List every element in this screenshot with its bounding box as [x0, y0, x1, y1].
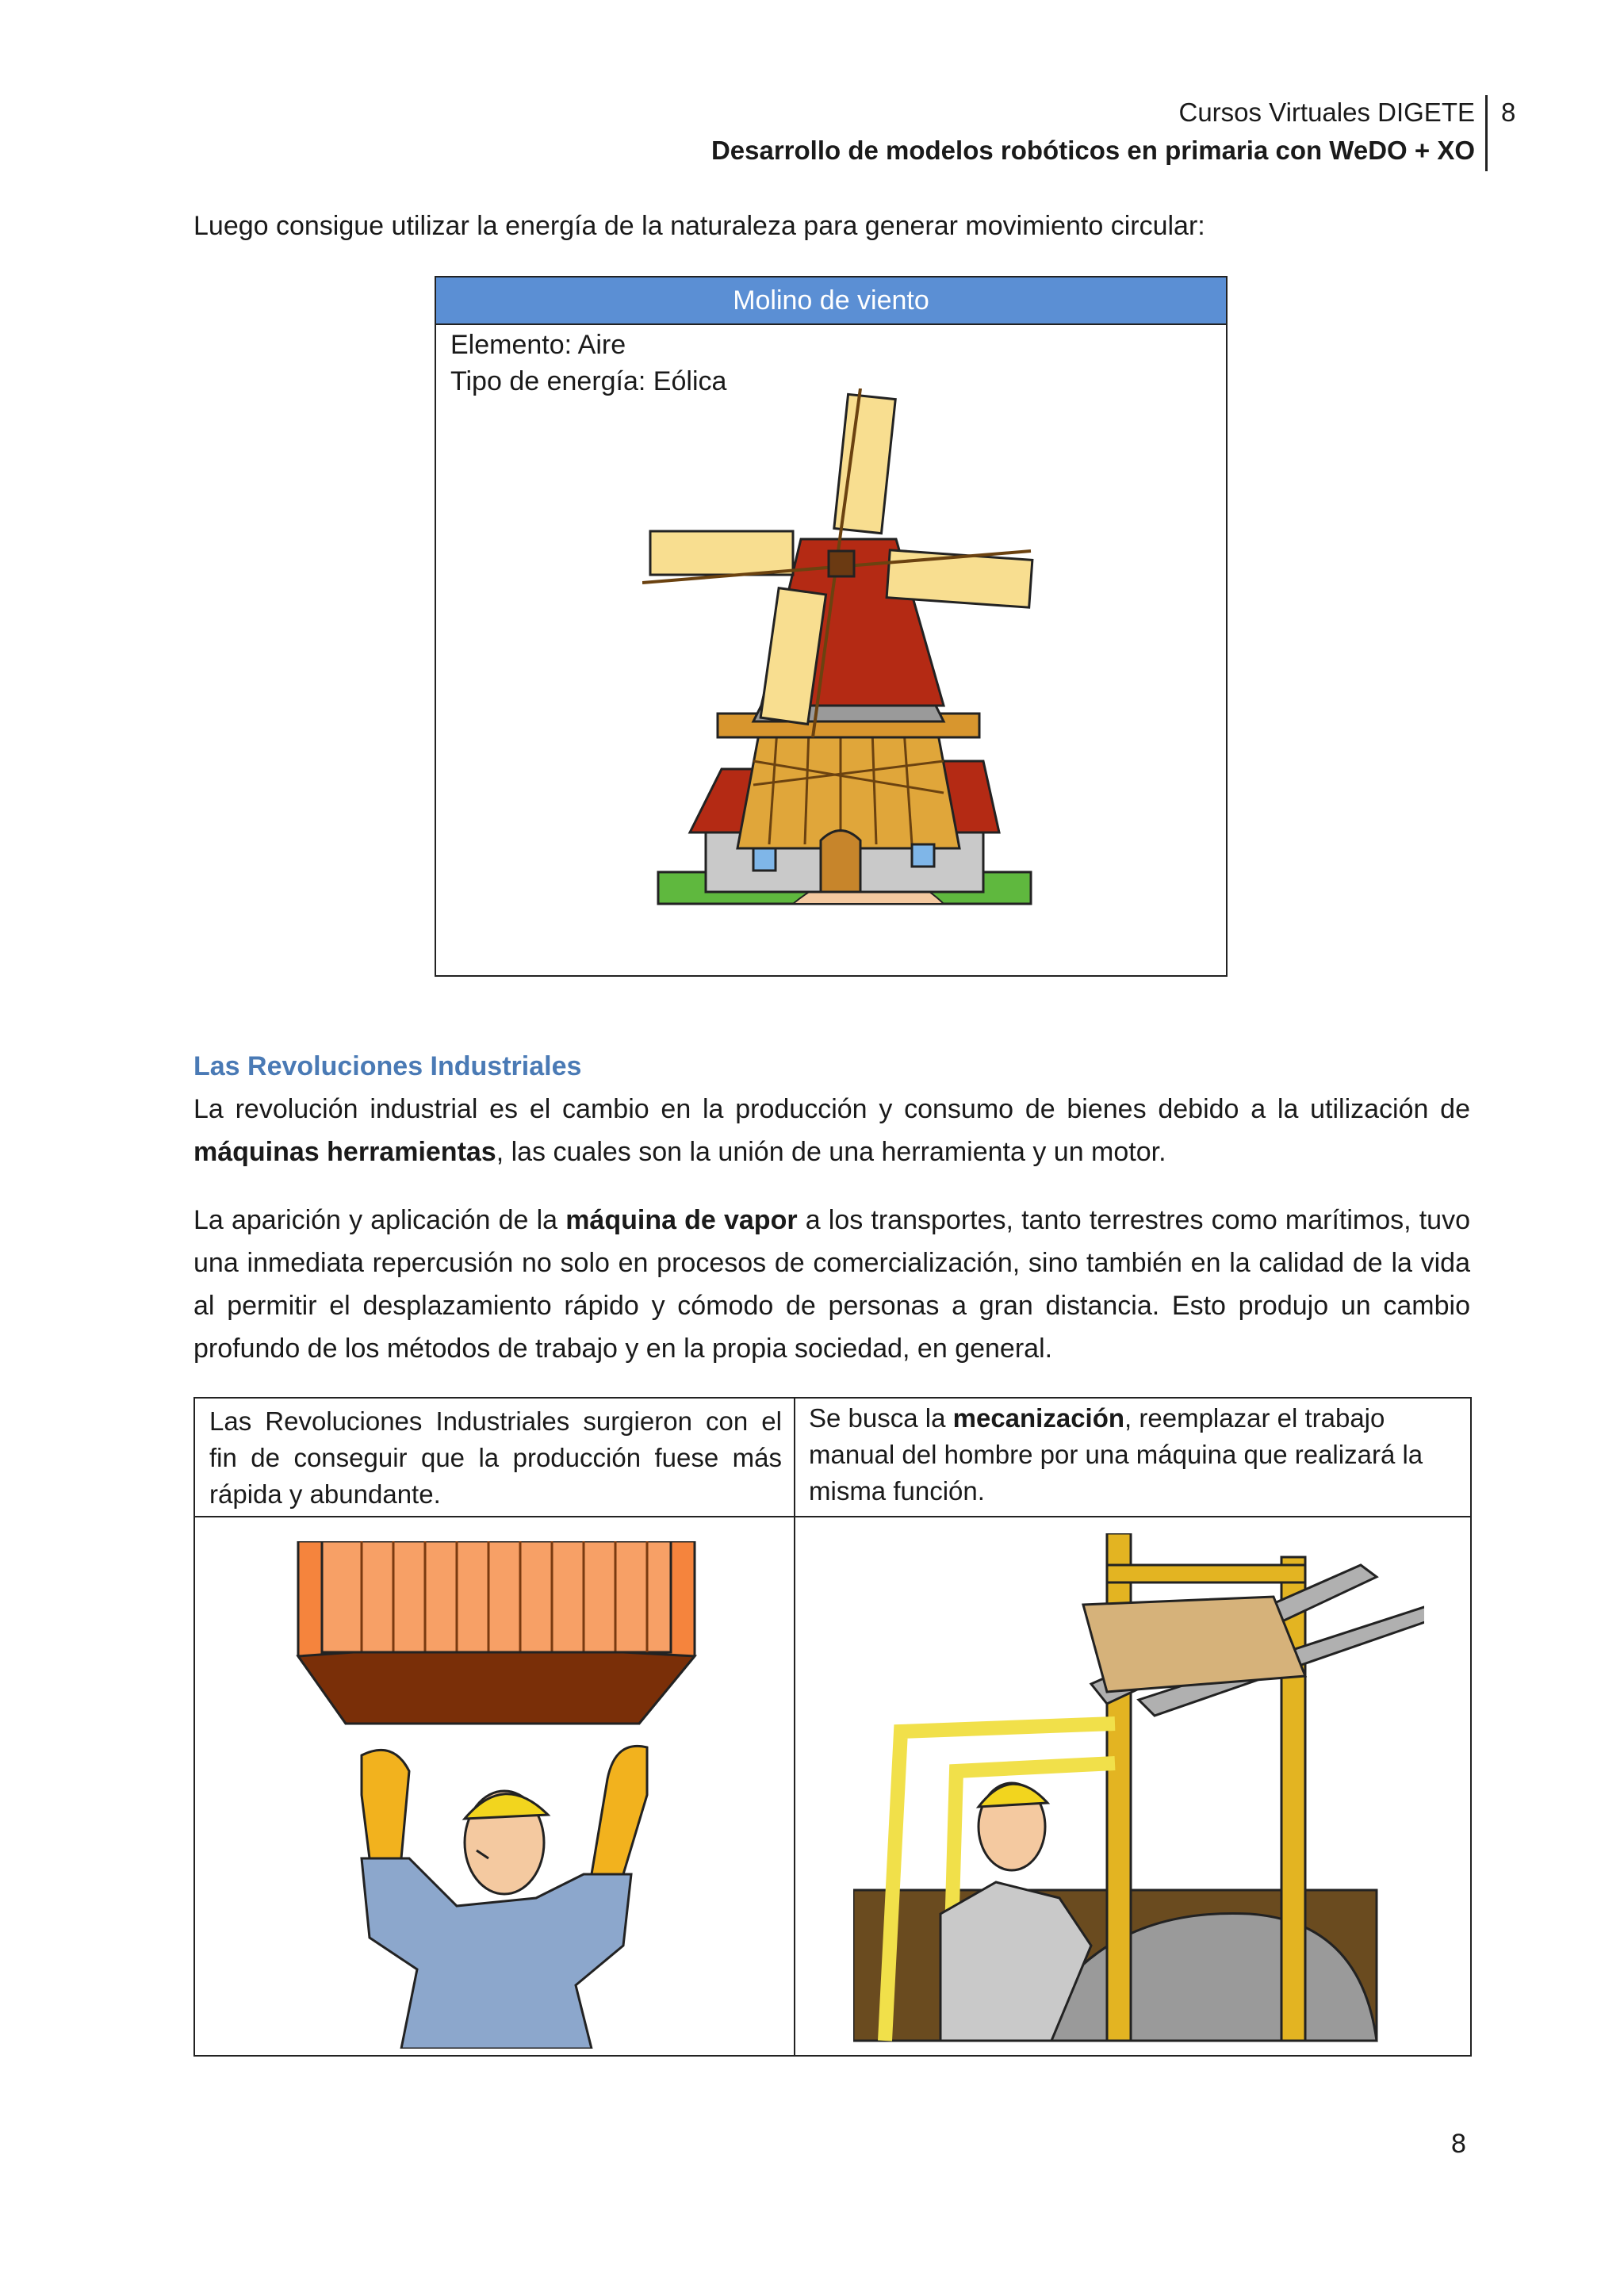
table-row-divider	[195, 1516, 1470, 1517]
intro-paragraph: Luego consigue utilizar la energía de la naturaleza para generar movimiento circular:	[193, 211, 1205, 241]
header-page-number: 8	[1501, 98, 1516, 127]
page-header	[444, 94, 1475, 170]
paragraph-2-bold: máquina de vapor	[565, 1205, 798, 1235]
windmill-element: Elemento: Aire	[450, 330, 626, 360]
paragraph-2-text-start: La aparición y aplicación de la	[193, 1205, 566, 1235]
paragraph-1	[193, 1088, 1470, 1173]
worker-lifting-box-illustration	[274, 1541, 750, 2049]
header-divider	[1485, 95, 1488, 171]
forklift-illustration	[853, 1533, 1424, 2049]
section-title: Las Revoluciones Industriales	[193, 1051, 582, 1081]
header-course: Cursos Virtuales DIGETE	[1178, 98, 1475, 127]
header-subtitle: Desarrollo de modelos robóticos en primaria con WeDO + XO	[710, 136, 1475, 165]
windmill-illustration	[642, 388, 1039, 943]
paragraph-1-bold: máquinas herramientas	[193, 1137, 496, 1167]
right-text-bold: mecanización	[952, 1403, 1125, 1433]
windmill-table	[435, 276, 1228, 977]
right-text-end: , reemplazar el trabajo manual del hombre por una máquina que realizará la misma función.	[809, 1403, 1423, 1506]
footer-page-number: 8	[1451, 2129, 1466, 2159]
windmill-table-title: Molino de viento	[436, 277, 1226, 325]
table-column-divider	[794, 1399, 795, 2055]
paragraph-2-text-end: a los transportes, tanto terrestres como marítimos, tuvo una inmediata repercusión no solo en procesos de comercialización, sino también en la calidad de la vida al permitir el desplazamiento rápido y cómodo de personas a gran distancia. Esto produjo un cambio profundo de los métodos de trabajo y en la propia sociedad, en general.	[193, 1205, 1470, 1364]
table-cell-right-text	[809, 1400, 1459, 1510]
paragraph-1-text-end: , las cuales son la unión de una herramienta y un motor.	[496, 1137, 1166, 1167]
revolution-table	[193, 1397, 1472, 2057]
right-text-start: Se busca la	[809, 1403, 953, 1433]
paragraph-1-text-start: La revolución industrial es el cambio en la producción y consumo de bienes debido a la utilización de	[193, 1094, 1470, 1124]
paragraph-2	[193, 1199, 1470, 1370]
windmill-energy: Tipo de energía: Eólica	[450, 366, 727, 396]
table-cell-left-text: Las Revoluciones Industriales surgieron con el fin de conseguir que la producción fuese más rápida y abundante.	[209, 1406, 782, 1509]
